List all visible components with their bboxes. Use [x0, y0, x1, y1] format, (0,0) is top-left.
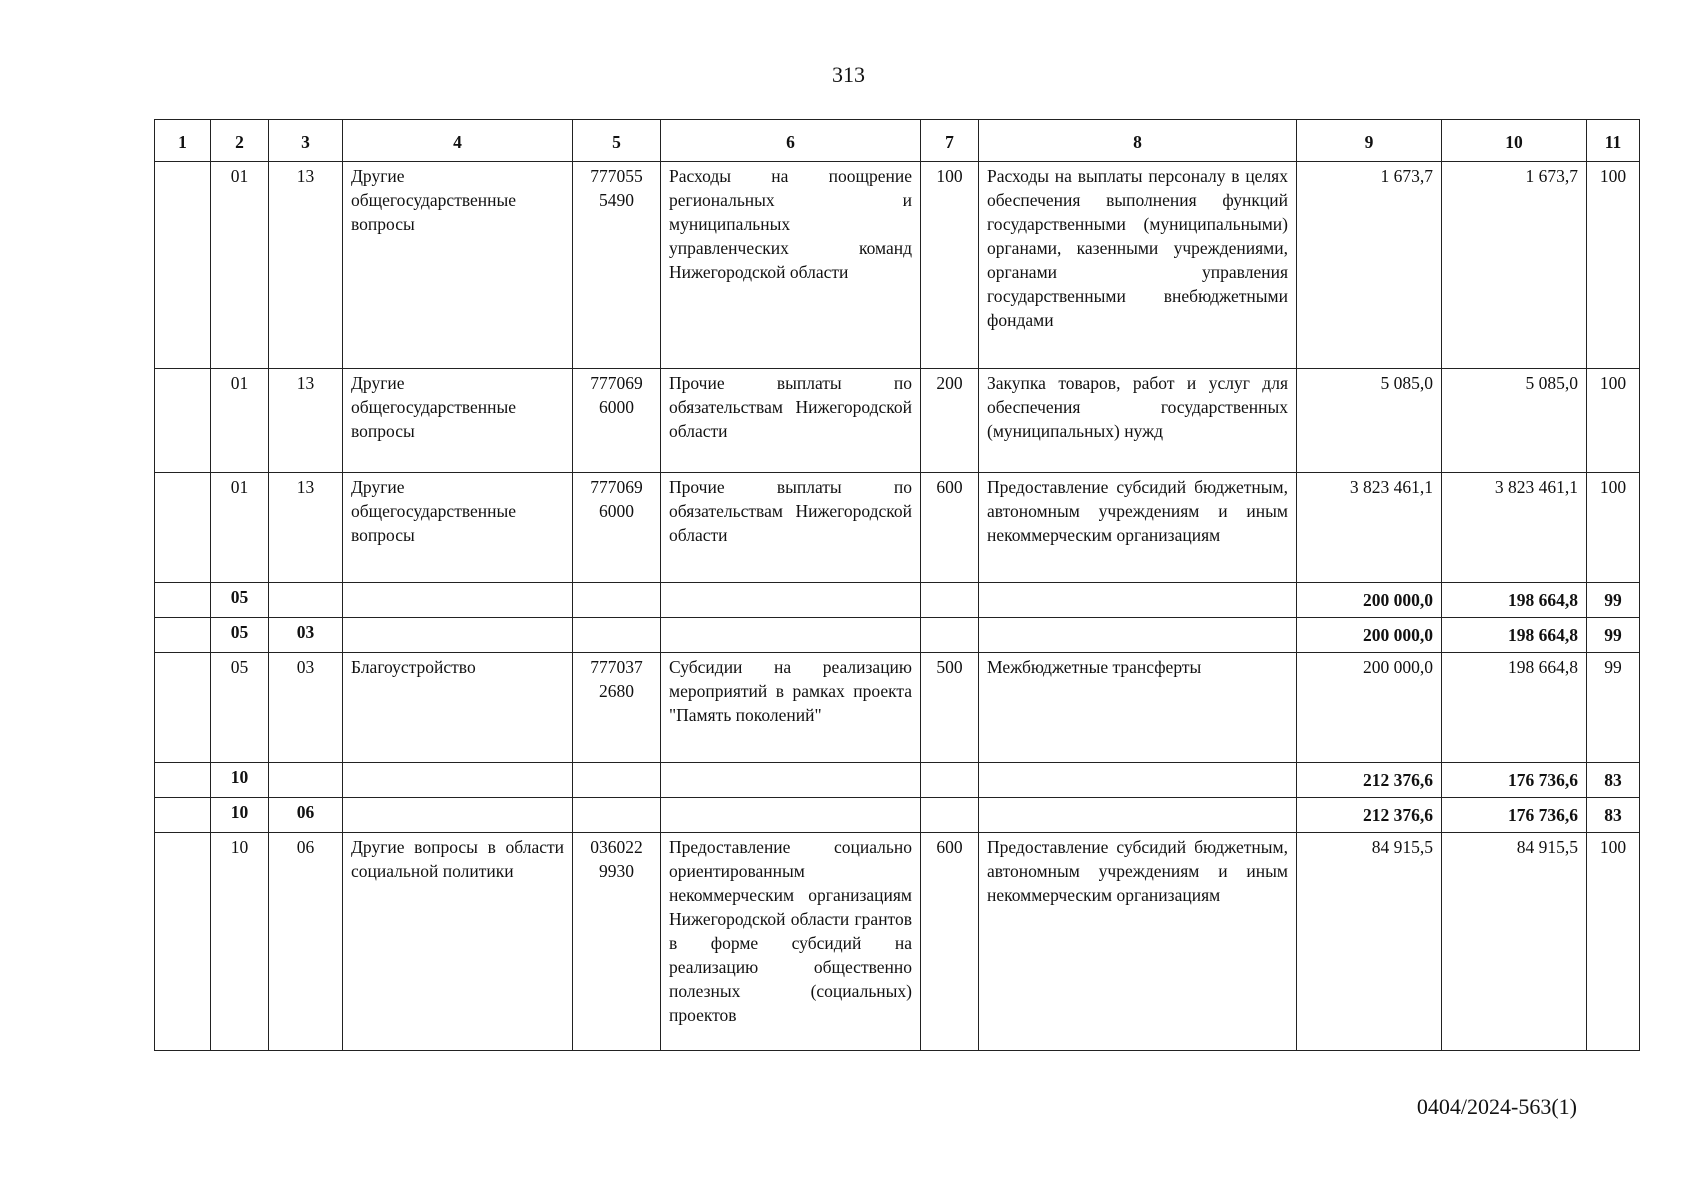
cell-percent: 99: [1587, 653, 1640, 763]
cell-subsection: 06: [269, 798, 343, 833]
cell-percent: 99: [1587, 618, 1640, 653]
cell-target-code: 777069 6000: [573, 369, 661, 473]
header-col-7: 7: [921, 120, 979, 162]
cell-expense-type: 200: [921, 369, 979, 473]
cell-target-name: [661, 618, 921, 653]
cell-expense-type: [921, 583, 979, 618]
cell-percent: 100: [1587, 833, 1640, 1051]
cell-executed: 198 664,8: [1442, 653, 1587, 763]
cell-expense-type-name: Закупка товаров, работ и услуг для обеспечения государственных (муниципальных) нужд: [979, 369, 1297, 473]
cell-subsection: 13: [269, 369, 343, 473]
cell-target-code: 777037 2680: [573, 653, 661, 763]
cell-planned: 3 823 461,1: [1297, 473, 1442, 583]
cell-col-1: [155, 833, 211, 1051]
cell-expense-type-name: [979, 583, 1297, 618]
cell-percent: 100: [1587, 369, 1640, 473]
cell-expense-type-name: [979, 798, 1297, 833]
table-row-total: [155, 763, 1640, 798]
cell-section: 10: [211, 763, 269, 798]
cell-section: 10: [211, 833, 269, 1051]
cell-target-code: [573, 798, 661, 833]
header-col-8: 8: [979, 120, 1297, 162]
page-number: 313: [832, 62, 865, 87]
budget-table: [154, 119, 1640, 1051]
cell-section: 05: [211, 618, 269, 653]
cell-expense-type: 600: [921, 473, 979, 583]
cell-percent: 100: [1587, 162, 1640, 369]
cell-subsection-name: Другие общегосударственные вопросы: [343, 473, 573, 583]
cell-planned: 212 376,6: [1297, 763, 1442, 798]
cell-percent: 83: [1587, 798, 1640, 833]
cell-col-1: [155, 653, 211, 763]
cell-col-1: [155, 162, 211, 369]
table-row: [155, 833, 1640, 1051]
cell-col-1: [155, 763, 211, 798]
header-col-5: 5: [573, 120, 661, 162]
cell-percent: 83: [1587, 763, 1640, 798]
cell-target-code: [573, 618, 661, 653]
cell-target-code: 036022 9930: [573, 833, 661, 1051]
table-row: [155, 369, 1640, 473]
cell-expense-type: 100: [921, 162, 979, 369]
cell-target-name: [661, 583, 921, 618]
table-row-total: [155, 618, 1640, 653]
cell-executed: 84 915,5: [1442, 833, 1587, 1051]
cell-planned: 200 000,0: [1297, 653, 1442, 763]
header-col-2: 2: [211, 120, 269, 162]
cell-target-code: [573, 763, 661, 798]
cell-executed: 5 085,0: [1442, 369, 1587, 473]
cell-expense-type: 600: [921, 833, 979, 1051]
cell-subsection-name: Благоустройство: [343, 653, 573, 763]
table-row: [155, 653, 1640, 763]
table-row-total: [155, 798, 1640, 833]
cell-expense-type-name: [979, 618, 1297, 653]
cell-subsection: 03: [269, 618, 343, 653]
cell-col-1: [155, 798, 211, 833]
cell-executed: 198 664,8: [1442, 618, 1587, 653]
cell-target-name: Прочие выплаты по обязательствам Нижегородской области: [661, 369, 921, 473]
header-row: [155, 120, 1640, 162]
cell-subsection: 13: [269, 473, 343, 583]
cell-section: 01: [211, 369, 269, 473]
cell-planned: 5 085,0: [1297, 369, 1442, 473]
cell-section: 05: [211, 583, 269, 618]
cell-expense-type-name: [979, 763, 1297, 798]
cell-section: 10: [211, 798, 269, 833]
cell-percent: 100: [1587, 473, 1640, 583]
cell-target-name: [661, 798, 921, 833]
cell-expense-type: 500: [921, 653, 979, 763]
cell-col-1: [155, 583, 211, 618]
cell-expense-type-name: Предоставление субсидий бюджетным, автономным учреждениям и иным некоммерческим организациям: [979, 833, 1297, 1051]
cell-subsection-name: [343, 798, 573, 833]
table-row: [155, 162, 1640, 369]
cell-executed: 176 736,6: [1442, 763, 1587, 798]
cell-executed: 198 664,8: [1442, 583, 1587, 618]
header-col-1: 1: [155, 120, 211, 162]
cell-expense-type: [921, 618, 979, 653]
cell-expense-type-name: Межбюджетные трансферты: [979, 653, 1297, 763]
cell-planned: 212 376,6: [1297, 798, 1442, 833]
cell-target-name: Субсидии на реализацию мероприятий в рамках проекта "Память поколений": [661, 653, 921, 763]
header-col-4: 4: [343, 120, 573, 162]
table-row-total: [155, 583, 1640, 618]
cell-planned: 84 915,5: [1297, 833, 1442, 1051]
cell-subsection: 06: [269, 833, 343, 1051]
header-col-9: 9: [1297, 120, 1442, 162]
cell-expense-type: [921, 763, 979, 798]
cell-executed: 3 823 461,1: [1442, 473, 1587, 583]
table-row: [155, 473, 1640, 583]
header-col-3: 3: [269, 120, 343, 162]
cell-col-1: [155, 618, 211, 653]
cell-planned: 200 000,0: [1297, 583, 1442, 618]
cell-planned: 1 673,7: [1297, 162, 1442, 369]
cell-target-code: [573, 583, 661, 618]
cell-subsection-name: Другие общегосударственные вопросы: [343, 162, 573, 369]
cell-target-code: 777069 6000: [573, 473, 661, 583]
header-col-11: 11: [1587, 120, 1640, 162]
cell-target-name: Расходы на поощрение региональных и муниципальных управленческих команд Нижегородской области: [661, 162, 921, 369]
cell-executed: 1 673,7: [1442, 162, 1587, 369]
cell-subsection: [269, 583, 343, 618]
cell-percent: 99: [1587, 583, 1640, 618]
cell-subsection-name: Другие вопросы в области социальной политики: [343, 833, 573, 1051]
cell-subsection: 03: [269, 653, 343, 763]
cell-target-code: 777055 5490: [573, 162, 661, 369]
cell-executed: 176 736,6: [1442, 798, 1587, 833]
cell-subsection-name: [343, 583, 573, 618]
cell-expense-type-name: Предоставление субсидий бюджетным, автономным учреждениям и иным некоммерческим организациям: [979, 473, 1297, 583]
cell-subsection-name: [343, 763, 573, 798]
cell-subsection-name: Другие общегосударственные вопросы: [343, 369, 573, 473]
cell-expense-type: [921, 798, 979, 833]
cell-section: 05: [211, 653, 269, 763]
cell-planned: 200 000,0: [1297, 618, 1442, 653]
cell-target-name: Предоставление социально ориентированным некоммерческим организациям Нижегородской области грантов в форме субсидий на реализацию общественно полезных (социальных) проектов: [661, 833, 921, 1051]
cell-subsection-name: [343, 618, 573, 653]
cell-col-1: [155, 473, 211, 583]
cell-target-name: [661, 763, 921, 798]
cell-subsection: [269, 763, 343, 798]
cell-col-1: [155, 369, 211, 473]
cell-expense-type-name: Расходы на выплаты персоналу в целях обеспечения выполнения функций государственными (муниципальными) органами, казенными учреждениями, органами управления государственными внебюджетными фондами: [979, 162, 1297, 369]
cell-subsection: 13: [269, 162, 343, 369]
header-col-6: 6: [661, 120, 921, 162]
cell-section: 01: [211, 473, 269, 583]
header-col-10: 10: [1442, 120, 1587, 162]
cell-section: 01: [211, 162, 269, 369]
cell-target-name: Прочие выплаты по обязательствам Нижегородской области: [661, 473, 921, 583]
document-code: 0404/2024-563(1): [1416, 1094, 1577, 1119]
